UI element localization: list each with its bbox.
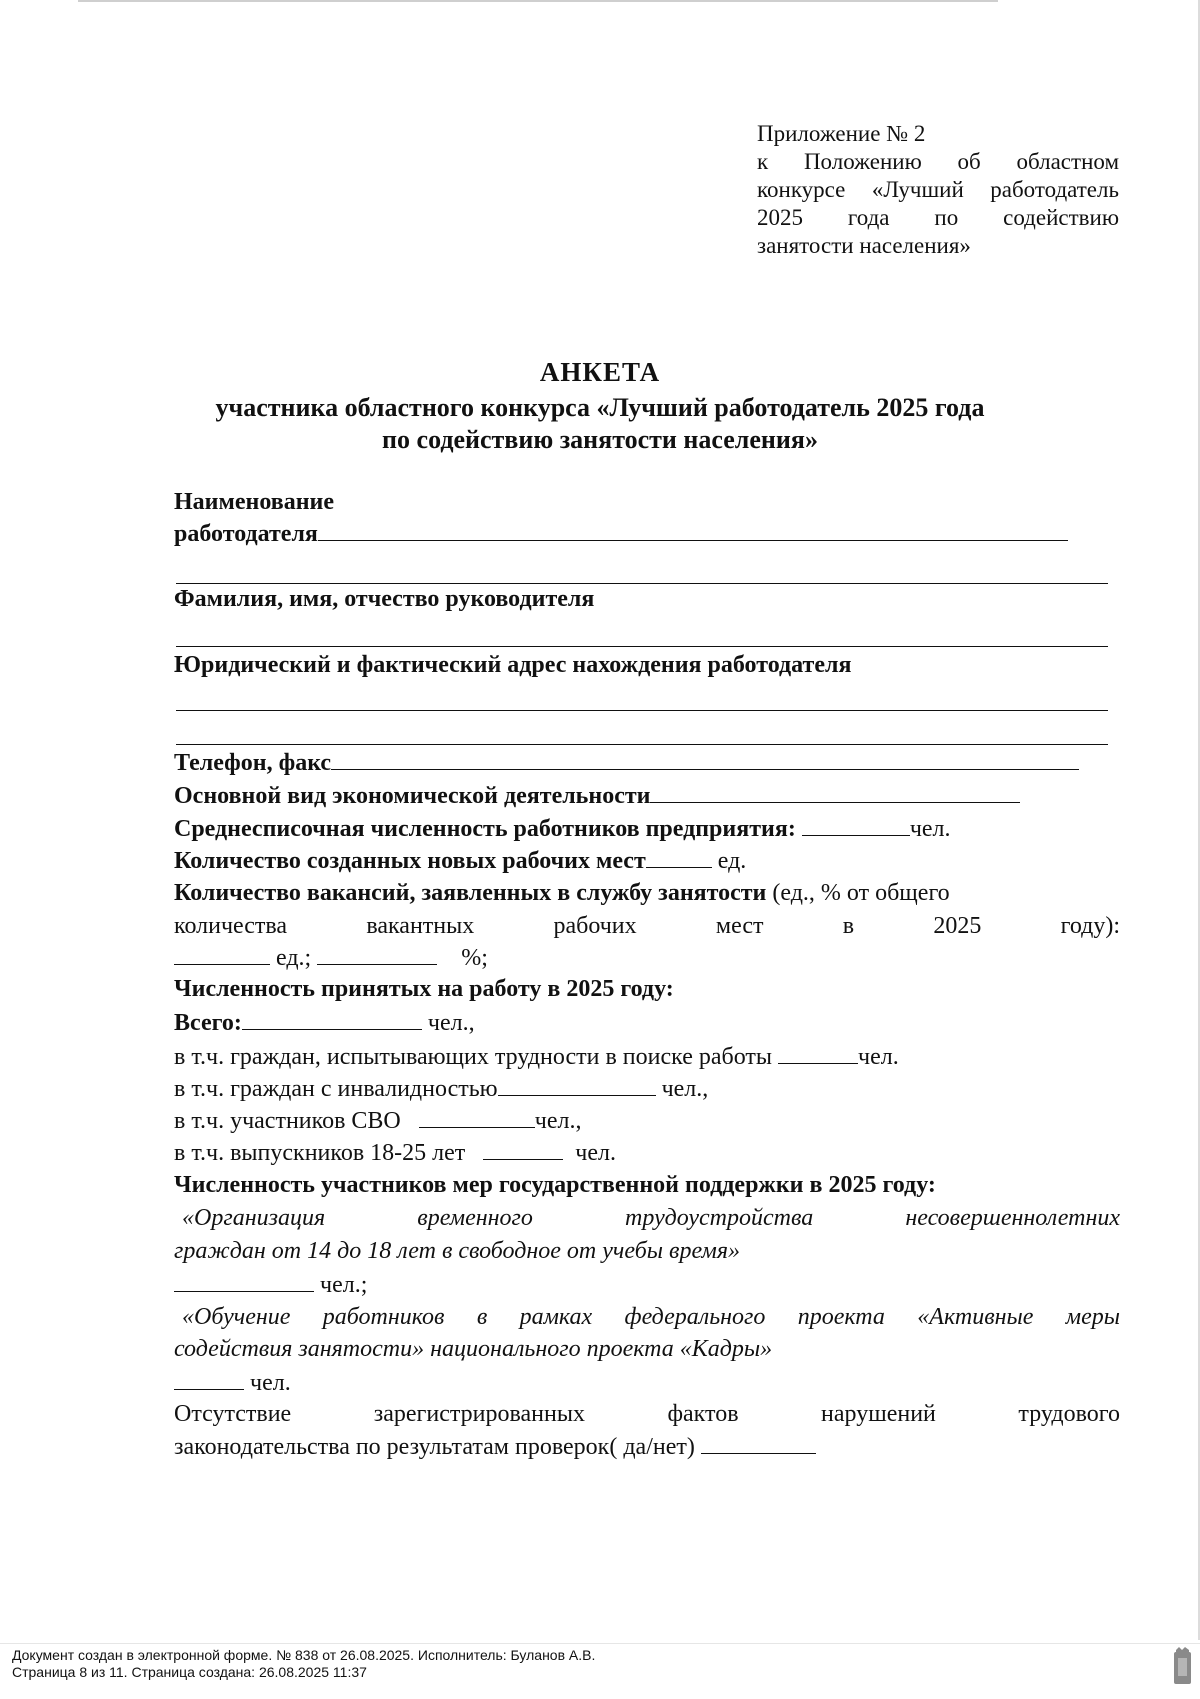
training-program-line2: содействия занятости» национального проекта «Кадры»	[174, 1336, 773, 1362]
new-jobs-field[interactable]	[646, 845, 712, 868]
appendix-line: к Положению об областном	[757, 149, 1119, 174]
headcount-field[interactable]	[802, 813, 910, 836]
appendix-line: Приложение № 2	[757, 121, 926, 146]
training-row	[174, 1367, 1120, 1398]
vacancies-label: Количество вакансий, заявленных в службу занятости	[174, 880, 767, 906]
new-jobs-label: Количество созданных новых рабочих мест	[174, 848, 646, 874]
vacancies-count-field[interactable]	[174, 942, 270, 965]
new-jobs-row	[174, 845, 1120, 876]
appendix-note	[757, 120, 1119, 260]
svo-field[interactable]	[419, 1105, 535, 1128]
phone-row	[174, 747, 1120, 778]
minors-row	[174, 1269, 1120, 1300]
training-program-line1: «Обучение работников в рамках федерального проекта «Активные меры	[182, 1304, 1120, 1330]
vacancies-note: (ед., % от общего	[772, 880, 950, 906]
vacancies-note-line2: количества вакантных рабочих мест в 2025 году):	[174, 913, 1120, 939]
vacancies-percent-unit: %;	[461, 945, 488, 971]
employer-name-row	[174, 518, 1120, 549]
violations-line1: Отсутствие зарегистрированных фактов нарушений трудового	[174, 1401, 1120, 1427]
phone-field[interactable]	[331, 747, 1079, 770]
phone-label: Телефон, факс	[174, 750, 332, 776]
hired-total-field[interactable]	[242, 1007, 422, 1030]
disabled-unit: чел.,	[661, 1076, 709, 1102]
violations-field[interactable]	[701, 1431, 816, 1454]
form-title: АНКЕТА	[539, 357, 661, 387]
address-label: Юридический и фактический адрес нахождения работодателя	[174, 652, 852, 678]
headcount-label: Среднесписочная численность работников предприятия:	[174, 816, 796, 842]
new-jobs-unit: ед.	[717, 848, 747, 874]
employer-name-label: Наименование	[174, 489, 334, 515]
vacancies-values-row	[174, 942, 1120, 973]
appendix-line: 2025 года по содействию	[757, 205, 1119, 230]
hired-title: Численность принятых на работу в 2025 году:	[174, 976, 674, 1002]
svo-label: в т.ч. участников СВО	[174, 1108, 401, 1134]
graduates-label: в т.ч. выпускников 18-25 лет	[174, 1140, 466, 1166]
disabled-label: в т.ч. граждан с инвалидностью	[174, 1076, 498, 1102]
hard-search-label: в т.ч. граждан, испытывающих трудности в поиске работы	[174, 1044, 773, 1070]
violations-row	[174, 1431, 1120, 1462]
director-label: Фамилия, имя, отчество руководителя	[174, 586, 595, 612]
activity-field[interactable]	[650, 780, 1020, 803]
document-footer	[12, 1647, 595, 1681]
address-field-line2[interactable]	[176, 744, 1108, 745]
disabled-row	[174, 1073, 1120, 1104]
appendix-line: конкурсе «Лучший работодатель	[757, 177, 1119, 202]
activity-row	[174, 780, 1120, 811]
svo-row	[174, 1105, 1120, 1136]
employer-name-label-2: работодателя	[174, 521, 318, 547]
hired-total-label: Всего:	[174, 1010, 242, 1036]
appendix-line: занятости населения»	[757, 233, 971, 258]
minors-field[interactable]	[174, 1269, 314, 1292]
minors-unit: чел.;	[320, 1272, 368, 1298]
hired-total-row	[174, 1007, 1120, 1038]
training-field[interactable]	[174, 1367, 244, 1390]
svo-unit: чел.,	[534, 1108, 582, 1134]
footer-line: Страница 8 из 11. Страница создана: 26.08.2025 11:37	[12, 1664, 367, 1680]
support-title: Численность участников мер государственной поддержки в 2025 году:	[174, 1172, 936, 1198]
activity-label: Основной вид экономической деятельности	[174, 783, 651, 809]
graduates-row	[174, 1137, 1120, 1168]
hired-total-unit: чел.,	[427, 1010, 475, 1036]
form-subtitle: участника областного конкурса «Лучший работодатель 2025 года	[215, 393, 985, 422]
hard-search-row	[174, 1041, 1120, 1072]
violations-label: законодательства по результатам проверок( да/нет)	[174, 1434, 695, 1460]
vacancies-percent-field[interactable]	[317, 942, 437, 965]
hard-search-unit: чел.	[858, 1044, 899, 1070]
headcount-row	[174, 813, 1120, 844]
graduates-field[interactable]	[483, 1137, 563, 1160]
headcount-unit: чел.	[909, 816, 951, 842]
address-field-line1[interactable]	[176, 710, 1108, 711]
minors-program-line1: «Организация временного трудоустройства несовершеннолетних	[182, 1205, 1120, 1231]
coat-of-arms-icon	[1173, 1646, 1192, 1686]
vacancies-row	[174, 878, 1120, 908]
top-divider	[78, 0, 998, 2]
hard-search-field[interactable]	[778, 1041, 858, 1064]
employer-name-field[interactable]	[318, 518, 1068, 541]
disabled-field[interactable]	[498, 1073, 656, 1096]
minors-program-line2: граждан от 14 до 18 лет в свободное от учебы время»	[174, 1238, 740, 1264]
graduates-unit: чел.	[575, 1140, 616, 1166]
training-unit: чел.	[250, 1370, 291, 1396]
form-subtitle: по содействию занятости населения»	[382, 425, 818, 454]
footer-line: Документ создан в электронной форме. № 838 от 26.08.2025. Исполнитель: Буланов А.В.	[12, 1647, 596, 1663]
director-field[interactable]	[176, 646, 1108, 647]
vacancies-count-unit: ед.;	[276, 945, 312, 971]
